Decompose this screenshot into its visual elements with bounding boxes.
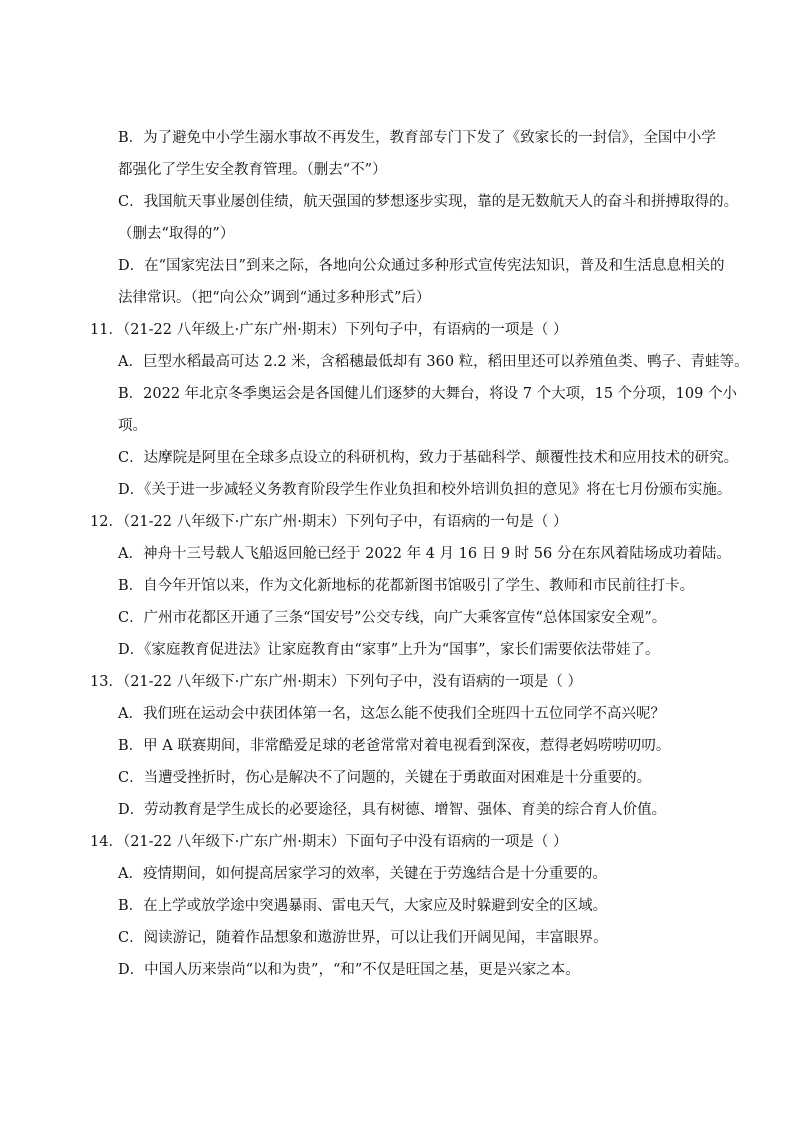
option-letter: D． [118,258,145,274]
option-line [118,192,738,212]
option-text: 劳动教育是学生成长的必要途径，具有树德、增智、强体、育美的综合育人价值。 [144,802,667,818]
option-line [118,928,608,948]
option-line [118,256,724,276]
option-text: 神舟十三号载人飞船返回舱已经于 2022 年 4 月 16 日 9 时 56 分在东风着陆场成功着陆。 [142,546,731,562]
option-text: 自今年开馆以来，作为文化新地标的花都新图书馆吸引了学生、教师和市民前往打卡。 [143,578,695,594]
option-line [118,640,660,660]
option-line [118,352,749,372]
option-letter: B． [118,130,144,146]
question-number: 14． [90,834,123,850]
option-line [118,576,694,596]
option-letter: B． [118,898,144,914]
option-line [118,864,607,884]
option-text: 在上学或放学途中突遇暴雨、雷电天气，大家应及时躲避到安全的区域。 [143,898,608,914]
option-text: 我国航天事业屡创佳绩，航天强国的梦想逐步实现，靠的是无数航天人的奋斗和拼搏取得的。 [143,194,739,210]
question-stem [90,832,567,852]
option-text: 巨型水稻最高可达 2.2 米，含稻穗最低却有 360 粒，稻田里还可以养殖鱼类、鸭子、青蛙等。 [142,354,749,370]
option-letter: C． [118,930,144,946]
option-letter: C． [118,770,144,786]
option-letter: A． [118,706,143,722]
option-text: 《关于进一步减轻义务教育阶段学生作业负担和校外培训负担的意见》将在七月份颁布实施。 [144,482,732,498]
option-letter: B． [118,578,144,594]
option-line [118,544,731,564]
option-text: 《家庭教育促进法》让家庭教育由“家事”上升为“国事”，家长们需要依法带娃了。 [144,642,660,658]
option-letter: B． [118,738,144,754]
option-line [118,768,651,788]
option-text: 达摩院是阿里在全球多点设立的科研机构，致力于基础科学、颠覆性技术和应用技术的研究。 [143,450,739,466]
option-letter: C． [118,194,144,210]
option-continuation: （删去“取得的”） [118,226,235,242]
option-letter: D． [118,642,145,658]
option-continuation: 都强化了学生安全教育管理。（删去“不”） [118,162,387,178]
option-continuation: 法律常识。（把“向公众”调到“通过多种形式”后） [118,290,431,306]
question-stem [90,512,567,532]
option-text: 我们班在运动会中获团体第一名，这怎么能不使我们全班四十五位同学不高兴呢？ [142,706,665,722]
option-letter: D． [118,802,145,818]
question-text: （21-22 八年级下·广东广州·期末）下列句子中，有语病的一句是（ ） [122,514,568,530]
option-text: 2022 年北京冬季奥运会是各国健儿们逐梦的大舞台，将设 7 个大项，15 个分项，109 个小 [143,386,737,402]
question-stem [90,320,567,340]
option-line [118,608,666,628]
question-number: 12． [90,514,123,530]
option-text: 阅读游记，随着作品想象和遨游世界，可以让我们开阔见闻，丰富眼界。 [143,930,608,946]
option-text: 甲 A 联赛期间，非常酷爱足球的老爸常常对着电视看到深夜，惹得老妈唠唠叨叨。 [143,738,671,754]
question-text: （21-22 八年级下·广东广州·期末）下面句子中没有语病的一项是（ ） [122,834,568,850]
question-number: 13． [90,674,123,690]
option-text: 在“国家宪法日”到来之际，各地向公众通过多种形式宣传宪法知识，普及和生活息息相关的 [144,258,725,274]
question-stem [90,672,582,692]
option-line [118,448,738,468]
option-line [118,480,731,500]
option-line [118,800,666,820]
option-line [118,960,580,980]
option-text: 广州市花都区开通了三条“国安号”公交专线，向广大乘客宣传“总体国家安全观”。 [143,610,667,626]
option-line [118,704,665,724]
option-text: 当遭受挫折时，伤心是解决不了问题的，关键在于勇敢面对困难是十分重要的。 [143,770,652,786]
option-line [118,896,607,916]
option-text: 为了避免中小学生溺水事故不再发生，教育部专门下发了《致家长的一封信》，全国中小学 [143,130,716,146]
option-letter: A． [118,354,143,370]
option-letter: C． [118,610,144,626]
option-text: 中国人历来崇尚“以和为贵”，“和”不仅是旺国之基，更是兴家之本。 [144,962,580,978]
option-letter: A． [118,546,143,562]
option-text: 疫情期间，如何提高居家学习的效率，关键在于劳逸结合是十分重要的。 [142,866,607,882]
question-text: （21-22 八年级下·广东广州·期末）下列句子中，没有语病的一项是（ ） [122,674,582,690]
option-continuation: 项。 [118,418,147,434]
option-letter: A． [118,866,143,882]
option-letter: D． [118,962,145,978]
question-text: （21-22 八年级上·广东广州·期末）下列句子中，有语病的一项是（ ） [122,322,568,338]
option-letter: B． [118,386,144,402]
option-line [118,384,737,404]
option-line [118,736,670,756]
option-letter: C． [118,450,144,466]
question-number: 11． [90,322,123,338]
option-letter: D． [118,482,145,498]
option-line [118,128,716,148]
